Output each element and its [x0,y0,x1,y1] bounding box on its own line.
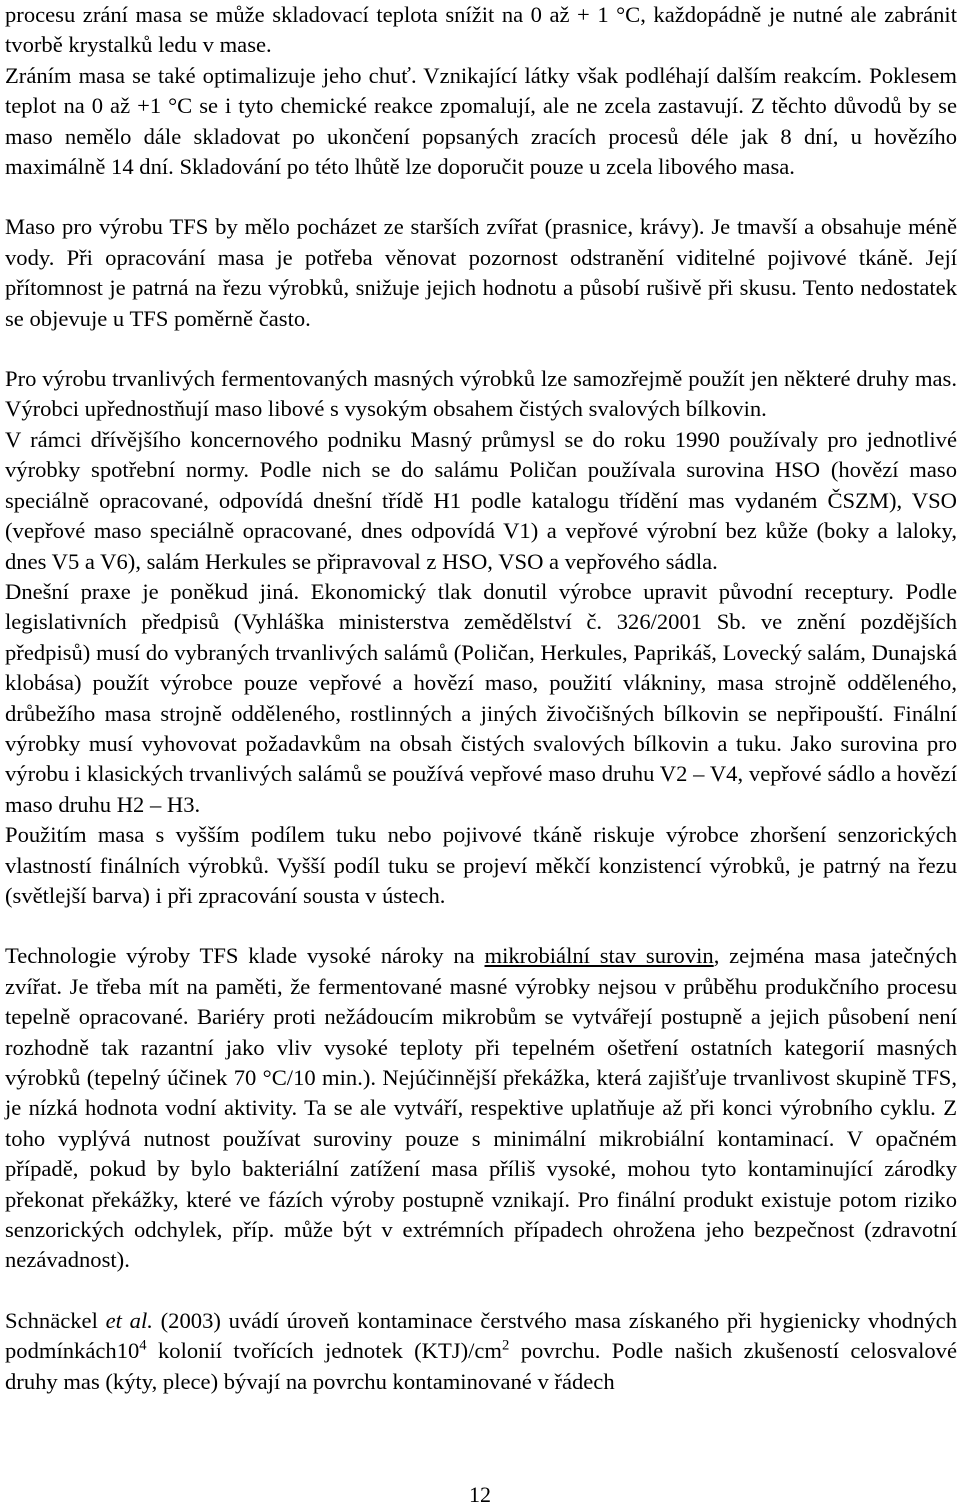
citation-author: Schnäckel [5,1307,106,1333]
paragraph-8-text-b: , zejména masa jatečných zvířat. Je třeba mít na paměti, že fermentované masné výrobky nejsou v průběhu produkčního procesu tepelně opracované. Bariéry proti nežádoucím mikrobům se vytvářejí postupně a jejich působení není rozhodně tak razantní jako vliv vysoké teploty při tepelném ošetření ostatních kategorií masných výrobků (tepelný účinek 70 °C/10 min.). Nejúčinnější překážka, která zajišťuje trvanlivost skupině TFS, je nízká hodnota vodní aktivity. Ta se ale vytváří, respektive uplatňuje až při konci výrobního cyklu. Z toho vyplývá nutnost používat suroviny pouze s minimální mikrobiální kontaminací. V opačném případě, pokud by bylo bakteriální zatížení masa příliš vysoké, mohou tyto kontaminující zárodky překonat překážky, které ve fázích výroby postupně vznikají. Pro finální produkt existuje potom riziko senzorických odchylek, příp. může být v extrémních případech ohrožena jeho bezpečnost (zdravotní nezávadnost). [5,943,957,1273]
paragraph-9-text-d: povrchu. Podle našich zkušeností celosvalové druhy mas (kýty, plece) bývají na povrchu kontaminované v řádech [5,1338,957,1394]
paragraph-5: V rámci dřívějšího koncernového podniku Masný průmysl se do roku 1990 používaly pro jednotlivé výrobky spotřební normy. Podle nich se do salámu Poličan používala surovina HSO (hovězí maso speciálně opracované, odpovídá dnešní třídě H1 podle katalogu třídění mas vydaném ČSZM), VSO (vepřové maso speciálně opracované, dnes odpovídá V1) a vepřové výrobní bez kůže (boky a laloky, dnes V5 a V6), salám Herkules se připravoval z HSO, VSO a vepřového sádla. [5,426,957,574]
paragraph-8 [5,941,957,1275]
paragraph-1: procesu zrání masa se může skladovací teplota snížit na 0 až + 1 °C, každopádně je nutné ale zabránit tvorbě krystalků ledu v mase. [5,2,957,58]
paragraph-9 [5,1306,957,1397]
paragraph-9-text-b: (2003) uvádí úroveň kontaminace čerstvého masa získaného při hygienicky vhodných podmínkách10 [5,1307,958,1364]
superscript-squared: 2 [502,1337,510,1354]
paragraph-3: Maso pro výrobu TFS by mělo pocházet ze starších zvířat (prasnice, krávy). Je tmavší a obsahuje méně vody. Při opracování masa je potřeba věnovat pozornost odstranění viditelné pojivové tkáně. Její přítomnost je patrná na řezu výrobků, snižuje jejich hodnotu a působí rušivě při skusu. Tento nedostatek se objevuje u TFS poměrně často. [5,214,957,331]
paragraph-8-text-a: Technologie výroby TFS klade vysoké nároky na [5,943,485,969]
paragraph-7: Použitím masa s vyšším podílem tuku nebo pojivové tkáně riskuje výrobce zhoršení senzorických vlastností finálních výrobků. Vyšší podíl tuku se projeví měkčí konzistencí výrobků, je patrný na řezu (světlejší barva) i při zpracování sousta v ústech. [5,822,957,908]
paragraph-4: Pro výrobu trvanlivých fermentovaných masných výrobků lze samozřejmě použít jen některé druhy mas. Výrobci upřednostňují maso libové s vysokým obsahem čistých svalových bílkovin. [5,366,957,422]
paragraph-6: Dnešní praxe je poněkud jiná. Ekonomický tlak donutil výrobce upravit původní receptury. Podle legislativních předpisů (Vyhláška ministerstva zemědělství č. 326/2001 Sb. ve znění pozdějších předpisů) musí do vybraných trvanlivých salámů (Poličan, Herkules, Paprikáš, Lovecký salám, Dunajská klobása) použít výrobce pouze vepřové a hovězí maso, použití vlákniny, masa strojně odděleného, drůbežího masa strojně odděleného, rostlinných a jiných živočišných bílkovin se nepřipouští. Finální výrobky musí vyhovovat požadavkům na obsah čistých svalových bílkovin a tuku. Jako surovina pro výrobu i klasických trvanlivých salámů se používá vepřové maso druhu V2 – V4, vepřové sádlo a hovězí maso druhu H2 – H3. [5,578,957,817]
superscript-exponent: 4 [139,1337,147,1354]
paragraph-9-text-c: kolonií tvořících jednotek (KTJ)/cm [146,1338,502,1364]
document-page [5,0,957,1397]
page-number: 12 [469,1482,491,1507]
underlined-term: mikrobiální stav surovin [484,943,714,969]
paragraph-2: Zráním masa se také optimalizuje jeho chuť. Vznikající látky však podléhají dalším reakcím. Poklesem teplot na 0 až +1 °C se i tyto chemické reakce zpomalují, ale ne zcela zastavují. Z těchto důvodů by se maso nemělo dále skladovat po ukončení popsaných zracích procesů déle jak 8 dní, u hovězího maximálně 14 dní. Skladování po této lhůtě lze doporučit pouze u zcela libového masa. [5,62,957,180]
citation-et-al: et al. [105,1307,153,1333]
